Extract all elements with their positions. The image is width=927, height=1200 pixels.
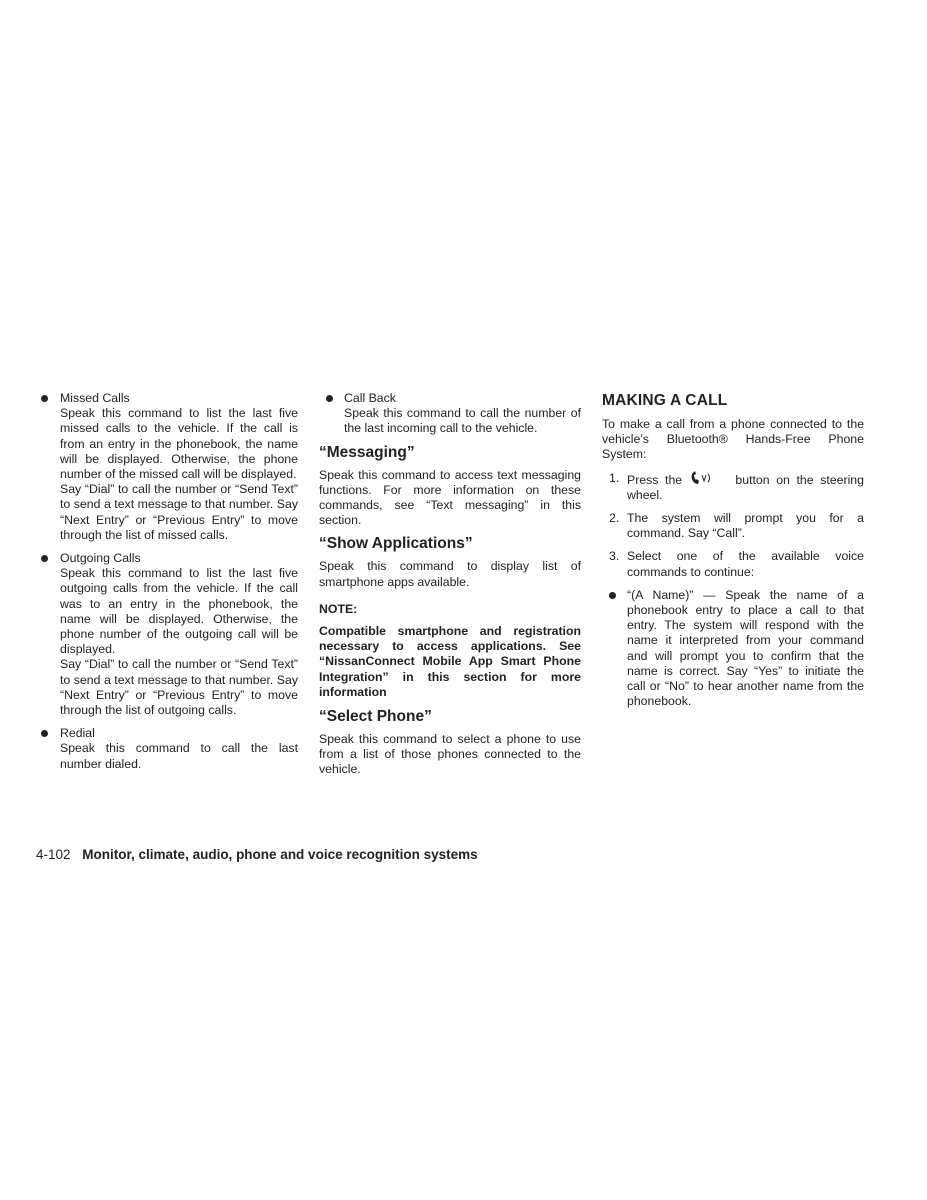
messaging-body: Speak this command to access text messaging functions. For more information on these commands, see “Text messaging” in this section. — [319, 467, 581, 528]
a-name-body: “(A Name)” — Speak the name of a phonebook entry to place a call to that entry. The system will respond with the name it interpreted from your command and will prompt you to confirm that the name is correct. Say “Yes” to initiate the call or “No” to hear another name from the phonebook. — [627, 587, 864, 709]
right-column — [602, 391, 864, 709]
left-column — [38, 391, 298, 772]
outgoing-calls-body: Speak this command to list the last five outgoing calls from the vehicle. If the call was to an entry in the phonebook, the name will be displayed. Otherwise, the phone number of the outgoing call will be displayed. — [60, 566, 298, 657]
call-back-body: Speak this command to call the number of the last incoming call to the vehicle. — [344, 406, 581, 436]
step-item — [602, 471, 864, 503]
bullet-icon — [609, 592, 616, 599]
a-name-item — [602, 588, 864, 710]
call-back-item — [319, 391, 581, 437]
page-footer — [36, 847, 478, 863]
bullet-icon — [41, 555, 48, 562]
step-text-continued: button on the steering wheel. — [627, 472, 864, 502]
step-item — [602, 511, 864, 541]
outgoing-calls-item — [38, 551, 298, 718]
step-text: Press the — [627, 472, 683, 487]
step-item — [602, 549, 864, 579]
select-phone-heading: “Select Phone” — [319, 708, 432, 726]
phone-voice-icon — [689, 471, 729, 485]
bullet-icon — [41, 395, 48, 402]
middle-column — [319, 391, 581, 778]
step-number: 1. — [609, 470, 620, 485]
step-number: 2. — [609, 511, 620, 526]
bullet-icon — [41, 730, 48, 737]
missed-calls-body: Speak this command to list the last five missed calls to the vehicle. If the call is from an entry in the phonebook, the name will be displayed. Otherwise, the phone number of the missed call will be displayed. — [60, 406, 298, 482]
step-text: The system will prompt you for a command. Say “Call”. — [627, 511, 864, 541]
redial-title: Redial — [60, 726, 95, 741]
call-back-title: Call Back — [344, 391, 396, 405]
step-text: Select one of the available voice commands to continue: — [627, 549, 864, 579]
steps-list — [602, 471, 864, 580]
note-title: NOTE: — [319, 601, 358, 616]
show-applications-body: Speak this command to display list of smartphone apps available. — [319, 559, 581, 589]
making-a-call-intro: To make a call from a phone connected to the vehicle’s Bluetooth® Hands-Free Phone System: — [602, 417, 864, 462]
missed-calls-item — [38, 391, 298, 543]
outgoing-calls-title: Outgoing Calls — [60, 551, 141, 566]
redial-item — [38, 726, 298, 772]
show-applications-heading: “Show Applications” — [319, 535, 473, 553]
missed-calls-body-2: Say “Dial” to call the number or “Send Text” to send a text message to that number. Say “Next Entry” or “Previous Entry” to move through the list of missed calls. — [60, 482, 298, 542]
step-number: 3. — [609, 549, 620, 564]
outgoing-calls-body-2: Say “Dial” to call the number or “Send Text” to send a text message to that number. Say “Next Entry” or “Previous Entry” to move through the list of outgoing calls. — [60, 657, 298, 718]
note-body: Compatible smartphone and registration necessary to access applications. See “NissanConnect Mobile App Smart Phone Integration” in this section for more information — [319, 624, 581, 699]
select-phone-body: Speak this command to select a phone to use from a list of those phones connected to the vehicle. — [319, 732, 581, 777]
section-title: Monitor, climate, audio, phone and voice recognition systems — [82, 847, 478, 862]
redial-body: Speak this command to call the last number dialed. — [60, 741, 298, 771]
missed-calls-title: Missed Calls — [60, 391, 130, 405]
messaging-heading: “Messaging” — [319, 443, 415, 461]
making-a-call-heading: MAKING A CALL — [602, 392, 728, 409]
page-number: 4-102 — [36, 847, 71, 862]
bullet-icon — [326, 395, 333, 402]
